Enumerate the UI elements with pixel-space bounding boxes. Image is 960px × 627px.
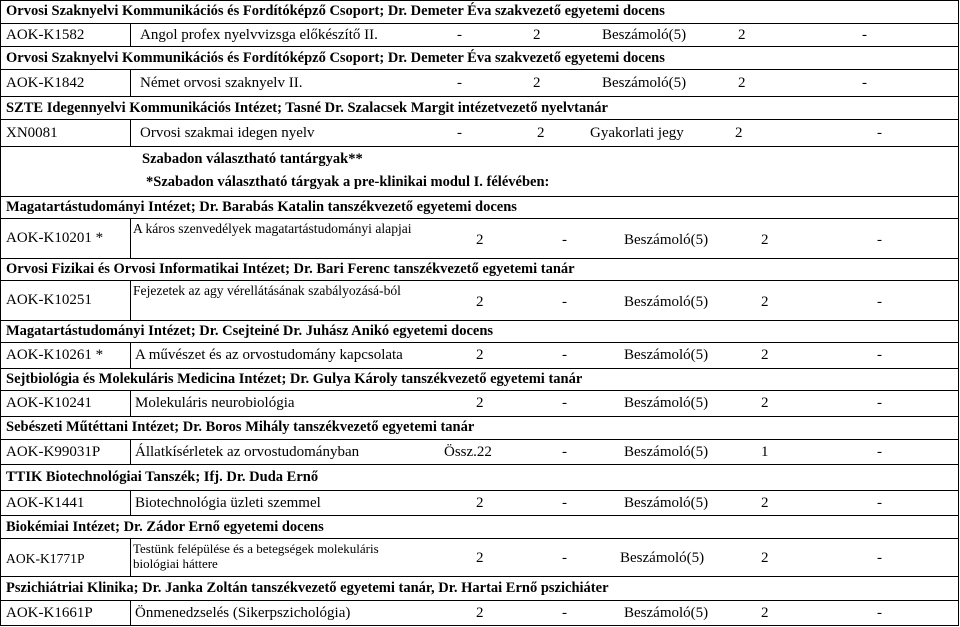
- course-code: AOK-K10201 *: [6, 230, 104, 246]
- lecture-hours: Össz.22: [444, 444, 492, 460]
- course-code: AOK-K10251: [6, 292, 92, 308]
- section-header: Orvosi Szaknyelvi Kommunikációs és Fordítóképző Csoport; Dr. Demeter Éva szakvezető egyetemi docens: [6, 3, 665, 19]
- row-divider: [0, 439, 958, 440]
- section-header: Orvosi Szaknyelvi Kommunikációs és Fordítóképző Csoport; Dr. Demeter Éva szakvezető egyetemi docens: [6, 50, 665, 66]
- lecture-hours: 2: [476, 232, 484, 248]
- practice-hours: -: [562, 347, 567, 363]
- credits: 2: [735, 125, 743, 141]
- course-name: Biotechnológia üzleti szemmel: [135, 495, 321, 511]
- prerequisite: -: [862, 75, 867, 91]
- prerequisite: -: [877, 550, 882, 566]
- lecture-hours: -: [457, 75, 462, 91]
- practice-hours: 2: [533, 27, 541, 43]
- exam-type: Gyakorlati jegy: [590, 125, 684, 141]
- section-header: Magatartástudományi Intézet; Dr. Barabás Katalin tanszékvezető egyetemi docens: [6, 199, 517, 215]
- prerequisite: -: [877, 294, 882, 310]
- practice-hours: -: [562, 495, 567, 511]
- course-name: Önmenedzselés (Sikerpszichológia): [135, 605, 351, 621]
- column-divider: [130, 538, 131, 576]
- prerequisite: -: [877, 347, 882, 363]
- credits: 2: [738, 75, 746, 91]
- row-divider: [0, 390, 958, 391]
- course-code: AOK-K1582: [6, 27, 85, 43]
- exam-type: Beszámoló(5): [624, 232, 709, 248]
- course-code: AOK-K1842: [6, 75, 85, 91]
- credits: 2: [761, 605, 769, 621]
- exam-type: Beszámoló(5): [624, 605, 709, 621]
- credits: 1: [761, 444, 769, 460]
- row-divider: [0, 368, 958, 369]
- prerequisite: -: [862, 27, 867, 43]
- row-divider: [0, 320, 958, 321]
- practice-hours: 2: [533, 75, 541, 91]
- column-divider: [130, 390, 131, 416]
- row-divider: [0, 464, 958, 465]
- practice-hours: -: [562, 232, 567, 248]
- row-divider: [0, 538, 958, 539]
- practice-hours: -: [562, 395, 567, 411]
- exam-type: Beszámoló(5): [602, 75, 687, 91]
- row-divider: [0, 96, 958, 97]
- column-divider: [130, 490, 131, 515]
- credits: 2: [761, 395, 769, 411]
- column-divider: [130, 439, 131, 464]
- section-header: SZTE Idegennyelvi Kommunikációs Intézet; Tasné Dr. Szalacsek Margit intézetvezető nyelvtanár: [6, 100, 608, 116]
- section-header: Magatartástudományi Intézet; Dr. Csejteiné Dr. Juhász Anikó egyetemi docens: [6, 323, 494, 339]
- course-name: Angol profex nyelvvizsga előkészítő II.: [140, 27, 378, 43]
- section-header: Biokémiai Intézet; Dr. Zádor Ernő egyetemi docens: [6, 519, 324, 535]
- row-divider: [0, 196, 958, 197]
- course-name: Molekuláris neurobiológia: [135, 395, 295, 411]
- course-code: XN0081: [6, 125, 58, 141]
- credits: 2: [761, 550, 769, 566]
- row-divider: [0, 69, 958, 70]
- column-divider: [130, 342, 131, 368]
- row-divider: [0, 46, 958, 47]
- row-divider: [0, 342, 958, 343]
- row-divider: [0, 515, 958, 516]
- prerequisite: -: [877, 232, 882, 248]
- row-divider: [0, 625, 958, 626]
- row-divider: [0, 258, 958, 259]
- row-divider: [0, 416, 958, 417]
- row-divider: [0, 600, 958, 601]
- prerequisite: -: [877, 395, 882, 411]
- credits: 2: [761, 294, 769, 310]
- lecture-hours: -: [457, 125, 462, 141]
- credits: 2: [761, 232, 769, 248]
- course-code: AOK-K10241: [6, 395, 92, 411]
- practice-hours: -: [562, 444, 567, 460]
- prerequisite: -: [877, 605, 882, 621]
- course-name: A művészet és az orvostudomány kapcsolata: [135, 347, 403, 363]
- lecture-hours: 2: [476, 294, 484, 310]
- prerequisite: -: [877, 125, 882, 141]
- row-divider: [0, 576, 958, 577]
- practice-hours: -: [562, 294, 567, 310]
- lecture-hours: -: [457, 27, 462, 43]
- exam-type: Beszámoló(5): [624, 495, 709, 511]
- practice-hours: 2: [537, 125, 545, 141]
- column-divider: [130, 218, 131, 258]
- course-name: Állatkísérletek az orvostudományban: [135, 444, 360, 460]
- practice-hours: -: [562, 605, 567, 621]
- section-header: Pszichiátriai Klinika; Dr. Janka Zoltán tanszékvezető egyetemi tanár, Dr. Hartai Ernő pszichiáter: [6, 580, 609, 596]
- exam-type: Beszámoló(5): [624, 294, 709, 310]
- row-divider: [0, 146, 958, 147]
- row-divider: [0, 119, 958, 120]
- column-divider: [0, 0, 1, 626]
- row-divider: [0, 490, 958, 491]
- column-divider: [130, 280, 131, 320]
- section-header: Sebészeti Műtéttani Intézet; Dr. Boros Mihály tanszékvezető egyetemi tanár: [6, 419, 475, 435]
- row-divider: [0, 218, 958, 219]
- section-header: TTIK Biotechnológiai Tanszék; Ifj. Dr. Duda Ernő: [6, 469, 319, 485]
- exam-type: Beszámoló(5): [624, 395, 709, 411]
- elective-title: Szabadon választható tantárgyak**: [142, 151, 363, 167]
- exam-type: Beszámoló(5): [620, 550, 705, 566]
- credits: 2: [738, 27, 746, 43]
- course-name: Fejezetek az agy vérellátásának szabályozásá-ból: [133, 283, 401, 298]
- exam-type: Beszámoló(5): [602, 27, 687, 43]
- column-divider: [130, 23, 131, 46]
- credits: 2: [761, 347, 769, 363]
- column-divider: [130, 69, 131, 96]
- exam-type: Beszámoló(5): [624, 444, 709, 460]
- elective-note: *Szabadon választható tárgyak a pre-klinikai modul I. félévében:: [146, 174, 550, 190]
- course-name: Testünk felépülése és a betegségek molekuláris biológiai háttere: [133, 541, 379, 571]
- lecture-hours: 2: [476, 605, 484, 621]
- section-header: Orvosi Fizikai és Orvosi Informatikai Intézet; Dr. Bari Ferenc tanszékvezető egyetemi tanár: [6, 261, 575, 277]
- row-divider: [0, 280, 958, 281]
- row-divider: [0, 0, 958, 1]
- course-code: AOK-K1441: [6, 495, 85, 511]
- course-code: AOK-K1661P: [6, 605, 93, 621]
- row-divider: [0, 23, 958, 24]
- credits: 2: [761, 495, 769, 511]
- course-name: Német orvosi szaknyelv II.: [140, 75, 303, 91]
- course-name: A káros szenvedélyek magatartástudományi alapjai: [133, 221, 412, 236]
- column-divider: [130, 119, 131, 146]
- section-header: Sejtbiológia és Molekuláris Medicina Intézet; Dr. Gulya Károly tanszékvezető egyetemi tanár: [6, 371, 583, 387]
- prerequisite: -: [877, 444, 882, 460]
- practice-hours: -: [562, 550, 567, 566]
- lecture-hours: 2: [476, 395, 484, 411]
- course-code: AOK-K10261 *: [6, 347, 104, 363]
- column-divider: [958, 0, 959, 626]
- exam-type: Beszámoló(5): [624, 347, 709, 363]
- course-name: Orvosi szakmai idegen nyelv: [140, 125, 315, 141]
- prerequisite: -: [877, 495, 882, 511]
- lecture-hours: 2: [476, 550, 484, 566]
- lecture-hours: 2: [476, 495, 484, 511]
- column-divider: [130, 600, 131, 625]
- lecture-hours: 2: [476, 347, 484, 363]
- course-code: AOK-K99031P: [6, 444, 101, 460]
- course-code: AOK-K1771P: [6, 551, 85, 566]
